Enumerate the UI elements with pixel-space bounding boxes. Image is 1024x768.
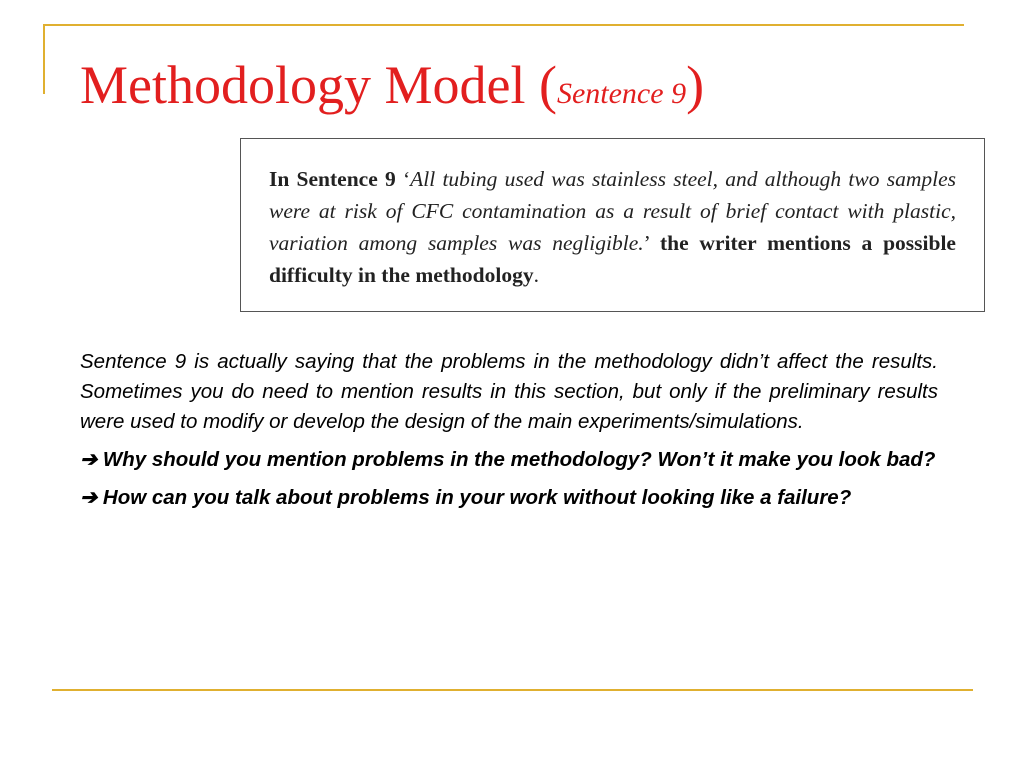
arrow-icon: ➔ — [80, 448, 98, 471]
question-text: How can you talk about problems in your work without looking like a failure? — [102, 486, 852, 509]
quote-close-mark: ’ — [643, 231, 660, 255]
slide-title — [80, 50, 704, 129]
quote-text — [269, 163, 956, 291]
question-text: Why should you mention problems in the methodology? Won’t it make you look bad? — [102, 448, 936, 471]
body-text — [80, 347, 938, 521]
slide-title-sub: Sentence 9 — [556, 77, 687, 110]
left-rule — [43, 24, 45, 94]
arrow-icon: ➔ — [80, 486, 98, 509]
explanation-paragraph: Sentence 9 is actually saying that the problems in the methodology didn’t affect the results. Sometimes you do need to mention results in this section, but only if the preliminary results were used to modify or develop the design of the main experiments/simulations. — [80, 350, 938, 433]
slide-title-main: Methodology Model ( — [80, 55, 557, 115]
quote-box — [240, 138, 985, 312]
slide-title-close: ) — [686, 55, 705, 115]
top-rule — [43, 24, 964, 26]
quote-lead: In Sentence 9 — [269, 167, 396, 191]
quote-conclusion: the writer mentions a possible difficulty in the methodology — [269, 231, 956, 287]
question-item — [80, 483, 938, 513]
quote-excerpt: All tubing used was stainless steel, and although two samples were at risk of CFC contamination as a result of brief contact with plastic, variation among samples was negligible. — [269, 167, 956, 255]
question-item — [80, 445, 938, 475]
quote-period: . — [533, 263, 539, 287]
quote-open-mark: ‘ — [395, 167, 411, 191]
bottom-rule — [52, 689, 973, 691]
